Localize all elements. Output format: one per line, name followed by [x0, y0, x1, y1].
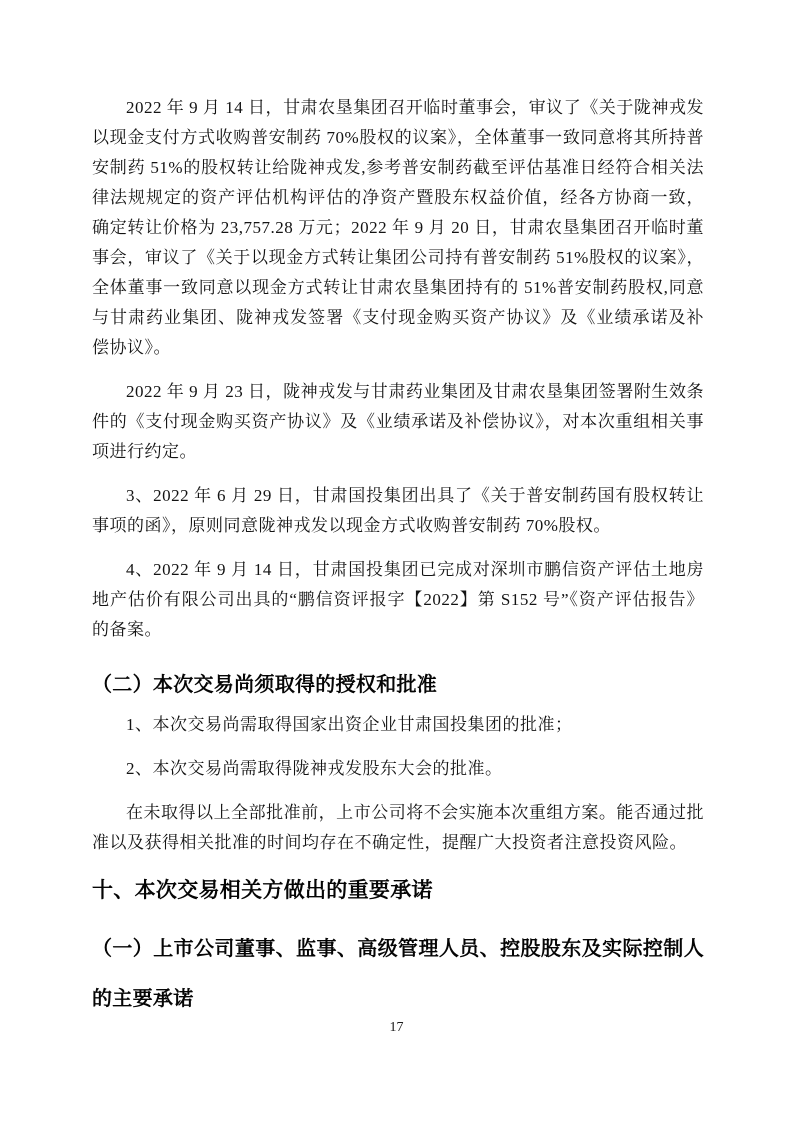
- section-heading-listco-commitments: （一）上市公司董事、监事、高级管理人员、控股股东及实际控制人的主要承诺: [92, 938, 704, 1010]
- chapter-heading-important-commitments: 十、本次交易相关方做出的重要承诺: [92, 879, 433, 902]
- paragraph-item-4-appraisal-filing: 4、2022 年 9 月 14 日，甘肃国投集团已完成对深圳市鹏信资产评估土地房地产估价有限公司出具的“鹏信资评报字【2022】第 S152 号”《资产评估报告》的备案。: [92, 560, 704, 639]
- page-number: 17: [389, 1020, 404, 1035]
- paragraph-item-3-sasac-letter: 3、2022 年 6 月 29 日，甘肃国投集团出具了《关于普安制药国有股权转让事项的函》，原则同意陇神戎发以现金方式收购普安制药 70%股权。: [92, 486, 704, 535]
- paragraph-agreements-signed-0923: 2022 年 9 月 23 日，陇神戎发与甘肃药业集团及甘肃农垦集团签署附生效条件的《支付现金购买资产协议》及《业绩承诺及补偿协议》，对本次重组相关事项进行约定。: [92, 382, 704, 461]
- paragraph-board-meeting-0914: 2022 年 9 月 14 日，甘肃农垦集团召开临时董事会，审议了《关于陇神戎发以现金支付方式收购普安制药 70%股权的议案》，全体董事一致同意将其所持普安制药 51%的股权转让给陇神戎发,参考普安制药截至评估基准日经符合相关法律法规规定的资产评估机构评估的净资产暨股东权益价值，经各方协商一致，确定转让价格为 23,757.28 万元；2022 年 9 月 20 日，甘肃农垦集团召开临时董事会，审议了《关于以现金方式转让集团公司持有普安制药 51%股权的议案》，全体董事一致同意以现金方式转让甘肃农垦集团持有的 51%普安制药股权,同意与甘肃药业集团、陇神戎发签署《支付现金购买资产协议》及《业绩承诺及补偿协议》。: [92, 98, 704, 357]
- document-body: [92, 93, 704, 1024]
- paragraph-risk-reminder: 在未取得以上全部批准前，上市公司将不会实施本次重组方案。能否通过批准以及获得相关批准的时间均存在不确定性，提醒广大投资者注意投资风险。: [92, 803, 704, 852]
- paragraph-approval-item-1: 1、本次交易尚需取得国家出资企业甘肃国投集团的批准；: [126, 715, 573, 734]
- paragraph-approval-item-2: 2、本次交易尚需取得陇神戎发股东大会的批准。: [126, 759, 503, 778]
- section-heading-pending-authorizations: （二）本次交易尚须取得的授权和批准: [92, 674, 438, 696]
